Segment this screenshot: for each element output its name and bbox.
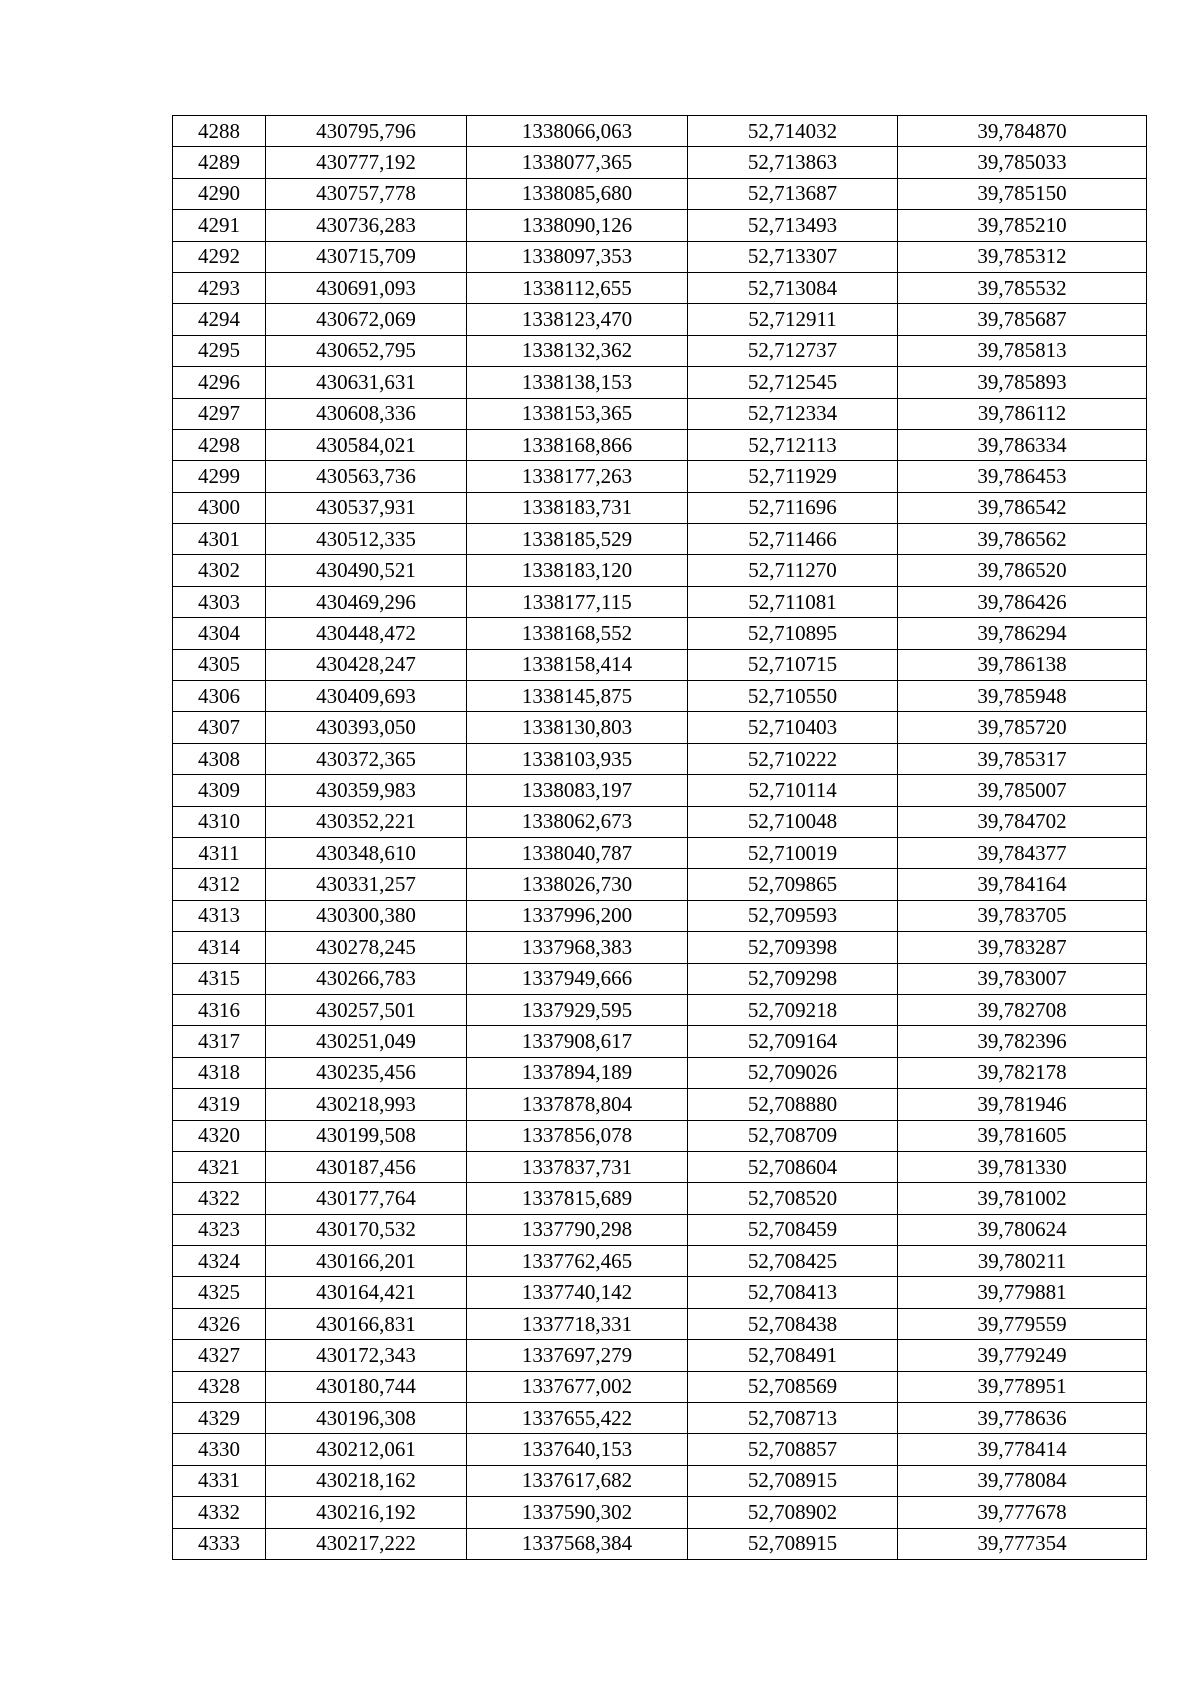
latitude-cell: 52,708880	[688, 1089, 898, 1120]
x-coordinate-cell: 430180,744	[266, 1371, 467, 1402]
latitude-cell: 52,710715	[688, 649, 898, 680]
table-row	[173, 869, 1147, 900]
y-coordinate-cell: 1338123,470	[467, 304, 688, 335]
x-coordinate-cell: 430199,508	[266, 1120, 467, 1151]
y-coordinate-cell: 1337640,153	[467, 1434, 688, 1465]
latitude-cell: 52,708915	[688, 1465, 898, 1496]
latitude-cell: 52,709164	[688, 1026, 898, 1057]
y-coordinate-cell: 1337878,804	[467, 1089, 688, 1120]
point-number-cell: 4295	[173, 335, 266, 366]
y-coordinate-cell: 1338153,365	[467, 398, 688, 429]
latitude-cell: 52,713687	[688, 178, 898, 209]
x-coordinate-cell: 430359,983	[266, 775, 467, 806]
x-coordinate-cell: 430177,764	[266, 1183, 467, 1214]
table-row	[173, 1434, 1147, 1465]
y-coordinate-cell: 1338077,365	[467, 147, 688, 178]
x-coordinate-cell: 430795,796	[266, 116, 467, 147]
x-coordinate-cell: 430170,532	[266, 1214, 467, 1245]
longitude-cell: 39,782178	[898, 1057, 1147, 1088]
table-row	[173, 147, 1147, 178]
table-row	[173, 1308, 1147, 1339]
longitude-cell: 39,779249	[898, 1340, 1147, 1371]
longitude-cell: 39,780211	[898, 1246, 1147, 1277]
point-number-cell: 4296	[173, 367, 266, 398]
longitude-cell: 39,785720	[898, 712, 1147, 743]
y-coordinate-cell: 1337894,189	[467, 1057, 688, 1088]
y-coordinate-cell: 1338177,115	[467, 586, 688, 617]
longitude-cell: 39,785312	[898, 241, 1147, 272]
longitude-cell: 39,786562	[898, 524, 1147, 555]
longitude-cell: 39,781002	[898, 1183, 1147, 1214]
table-row	[173, 932, 1147, 963]
latitude-cell: 52,713307	[688, 241, 898, 272]
point-number-cell: 4303	[173, 586, 266, 617]
y-coordinate-cell: 1337790,298	[467, 1214, 688, 1245]
point-number-cell: 4317	[173, 1026, 266, 1057]
y-coordinate-cell: 1338103,935	[467, 743, 688, 774]
longitude-cell: 39,785948	[898, 681, 1147, 712]
table-row	[173, 712, 1147, 743]
longitude-cell: 39,785210	[898, 210, 1147, 241]
table-row	[173, 1277, 1147, 1308]
point-number-cell: 4329	[173, 1403, 266, 1434]
x-coordinate-cell: 430217,222	[266, 1528, 467, 1559]
table-row	[173, 367, 1147, 398]
y-coordinate-cell: 1337968,383	[467, 932, 688, 963]
point-number-cell: 4312	[173, 869, 266, 900]
point-number-cell: 4325	[173, 1277, 266, 1308]
table-row	[173, 1371, 1147, 1402]
y-coordinate-cell: 1337815,689	[467, 1183, 688, 1214]
x-coordinate-cell: 430216,192	[266, 1497, 467, 1528]
x-coordinate-cell: 430212,061	[266, 1434, 467, 1465]
latitude-cell: 52,713493	[688, 210, 898, 241]
longitude-cell: 39,784164	[898, 869, 1147, 900]
point-number-cell: 4318	[173, 1057, 266, 1088]
point-number-cell: 4328	[173, 1371, 266, 1402]
table-row	[173, 649, 1147, 680]
longitude-cell: 39,781946	[898, 1089, 1147, 1120]
x-coordinate-cell: 430393,050	[266, 712, 467, 743]
table-row	[173, 461, 1147, 492]
y-coordinate-cell: 1338185,529	[467, 524, 688, 555]
table-row	[173, 1528, 1147, 1559]
point-number-cell: 4333	[173, 1528, 266, 1559]
y-coordinate-cell: 1338158,414	[467, 649, 688, 680]
point-number-cell: 4326	[173, 1308, 266, 1339]
x-coordinate-cell: 430631,631	[266, 367, 467, 398]
point-number-cell: 4308	[173, 743, 266, 774]
longitude-cell: 39,784702	[898, 806, 1147, 837]
x-coordinate-cell: 430691,093	[266, 272, 467, 303]
longitude-cell: 39,785150	[898, 178, 1147, 209]
longitude-cell: 39,785007	[898, 775, 1147, 806]
longitude-cell: 39,778084	[898, 1465, 1147, 1496]
latitude-cell: 52,711696	[688, 492, 898, 523]
point-number-cell: 4293	[173, 272, 266, 303]
latitude-cell: 52,713863	[688, 147, 898, 178]
latitude-cell: 52,712911	[688, 304, 898, 335]
latitude-cell: 52,710222	[688, 743, 898, 774]
x-coordinate-cell: 430300,380	[266, 900, 467, 931]
longitude-cell: 39,786138	[898, 649, 1147, 680]
longitude-cell: 39,782708	[898, 994, 1147, 1025]
y-coordinate-cell: 1337908,617	[467, 1026, 688, 1057]
longitude-cell: 39,786334	[898, 429, 1147, 460]
y-coordinate-cell: 1338090,126	[467, 210, 688, 241]
table-row	[173, 1026, 1147, 1057]
table-row	[173, 837, 1147, 868]
table-row	[173, 1465, 1147, 1496]
coordinates-table-body	[173, 116, 1147, 1560]
point-number-cell: 4323	[173, 1214, 266, 1245]
y-coordinate-cell: 1338112,655	[467, 272, 688, 303]
table-row	[173, 1340, 1147, 1371]
y-coordinate-cell: 1337617,682	[467, 1465, 688, 1496]
latitude-cell: 52,708520	[688, 1183, 898, 1214]
y-coordinate-cell: 1337762,465	[467, 1246, 688, 1277]
x-coordinate-cell: 430372,365	[266, 743, 467, 774]
point-number-cell: 4307	[173, 712, 266, 743]
longitude-cell: 39,786426	[898, 586, 1147, 617]
y-coordinate-cell: 1338083,197	[467, 775, 688, 806]
y-coordinate-cell: 1337740,142	[467, 1277, 688, 1308]
latitude-cell: 52,711929	[688, 461, 898, 492]
point-number-cell: 4313	[173, 900, 266, 931]
y-coordinate-cell: 1337677,002	[467, 1371, 688, 1402]
y-coordinate-cell: 1337996,200	[467, 900, 688, 931]
longitude-cell: 39,785317	[898, 743, 1147, 774]
y-coordinate-cell: 1338177,263	[467, 461, 688, 492]
latitude-cell: 52,708438	[688, 1308, 898, 1339]
point-number-cell: 4294	[173, 304, 266, 335]
latitude-cell: 52,711270	[688, 555, 898, 586]
x-coordinate-cell: 430218,993	[266, 1089, 467, 1120]
latitude-cell: 52,708857	[688, 1434, 898, 1465]
x-coordinate-cell: 430608,336	[266, 398, 467, 429]
y-coordinate-cell: 1337856,078	[467, 1120, 688, 1151]
latitude-cell: 52,709593	[688, 900, 898, 931]
table-row	[173, 963, 1147, 994]
point-number-cell: 4306	[173, 681, 266, 712]
latitude-cell: 52,708491	[688, 1340, 898, 1371]
latitude-cell: 52,710403	[688, 712, 898, 743]
longitude-cell: 39,785532	[898, 272, 1147, 303]
x-coordinate-cell: 430757,778	[266, 178, 467, 209]
point-number-cell: 4289	[173, 147, 266, 178]
point-number-cell: 4331	[173, 1465, 266, 1496]
point-number-cell: 4304	[173, 618, 266, 649]
x-coordinate-cell: 430448,472	[266, 618, 467, 649]
longitude-cell: 39,785893	[898, 367, 1147, 398]
table-row	[173, 994, 1147, 1025]
y-coordinate-cell: 1337590,302	[467, 1497, 688, 1528]
longitude-cell: 39,778951	[898, 1371, 1147, 1402]
longitude-cell: 39,786294	[898, 618, 1147, 649]
longitude-cell: 39,779559	[898, 1308, 1147, 1339]
x-coordinate-cell: 430172,343	[266, 1340, 467, 1371]
latitude-cell: 52,709865	[688, 869, 898, 900]
latitude-cell: 52,708713	[688, 1403, 898, 1434]
latitude-cell: 52,708709	[688, 1120, 898, 1151]
longitude-cell: 39,784870	[898, 116, 1147, 147]
longitude-cell: 39,779881	[898, 1277, 1147, 1308]
y-coordinate-cell: 1338062,673	[467, 806, 688, 837]
latitude-cell: 52,709398	[688, 932, 898, 963]
point-number-cell: 4310	[173, 806, 266, 837]
y-coordinate-cell: 1338097,353	[467, 241, 688, 272]
x-coordinate-cell: 430563,736	[266, 461, 467, 492]
x-coordinate-cell: 430187,456	[266, 1151, 467, 1182]
point-number-cell: 4319	[173, 1089, 266, 1120]
longitude-cell: 39,777354	[898, 1528, 1147, 1559]
x-coordinate-cell: 430409,693	[266, 681, 467, 712]
longitude-cell: 39,777678	[898, 1497, 1147, 1528]
x-coordinate-cell: 430512,335	[266, 524, 467, 555]
point-number-cell: 4315	[173, 963, 266, 994]
point-number-cell: 4305	[173, 649, 266, 680]
point-number-cell: 4311	[173, 837, 266, 868]
table-row	[173, 555, 1147, 586]
x-coordinate-cell: 430166,831	[266, 1308, 467, 1339]
longitude-cell: 39,784377	[898, 837, 1147, 868]
y-coordinate-cell: 1338168,552	[467, 618, 688, 649]
longitude-cell: 39,786112	[898, 398, 1147, 429]
latitude-cell: 52,708413	[688, 1277, 898, 1308]
table-row	[173, 1497, 1147, 1528]
x-coordinate-cell: 430490,521	[266, 555, 467, 586]
point-number-cell: 4297	[173, 398, 266, 429]
longitude-cell: 39,786542	[898, 492, 1147, 523]
point-number-cell: 4298	[173, 429, 266, 460]
longitude-cell: 39,785687	[898, 304, 1147, 335]
latitude-cell: 52,710048	[688, 806, 898, 837]
y-coordinate-cell: 1337837,731	[467, 1151, 688, 1182]
x-coordinate-cell: 430348,610	[266, 837, 467, 868]
latitude-cell: 52,708425	[688, 1246, 898, 1277]
x-coordinate-cell: 430715,709	[266, 241, 467, 272]
y-coordinate-cell: 1337697,279	[467, 1340, 688, 1371]
point-number-cell: 4301	[173, 524, 266, 555]
table-row	[173, 586, 1147, 617]
latitude-cell: 52,711466	[688, 524, 898, 555]
latitude-cell: 52,709026	[688, 1057, 898, 1088]
latitude-cell: 52,708569	[688, 1371, 898, 1402]
table-row	[173, 398, 1147, 429]
y-coordinate-cell: 1338168,866	[467, 429, 688, 460]
x-coordinate-cell: 430736,283	[266, 210, 467, 241]
point-number-cell: 4321	[173, 1151, 266, 1182]
x-coordinate-cell: 430164,421	[266, 1277, 467, 1308]
latitude-cell: 52,713084	[688, 272, 898, 303]
y-coordinate-cell: 1337718,331	[467, 1308, 688, 1339]
y-coordinate-cell: 1338026,730	[467, 869, 688, 900]
table-row	[173, 1151, 1147, 1182]
latitude-cell: 52,708915	[688, 1528, 898, 1559]
x-coordinate-cell: 430196,308	[266, 1403, 467, 1434]
latitude-cell: 52,710550	[688, 681, 898, 712]
longitude-cell: 39,783705	[898, 900, 1147, 931]
table-row	[173, 210, 1147, 241]
table-row	[173, 1403, 1147, 1434]
latitude-cell: 52,712113	[688, 429, 898, 460]
table-row	[173, 618, 1147, 649]
longitude-cell: 39,778636	[898, 1403, 1147, 1434]
y-coordinate-cell: 1337568,384	[467, 1528, 688, 1559]
y-coordinate-cell: 1338066,063	[467, 116, 688, 147]
latitude-cell: 52,708459	[688, 1214, 898, 1245]
x-coordinate-cell: 430469,296	[266, 586, 467, 617]
x-coordinate-cell: 430218,162	[266, 1465, 467, 1496]
y-coordinate-cell: 1338132,362	[467, 335, 688, 366]
coordinates-table	[172, 115, 1147, 1560]
x-coordinate-cell: 430537,931	[266, 492, 467, 523]
longitude-cell: 39,783287	[898, 932, 1147, 963]
table-row	[173, 304, 1147, 335]
y-coordinate-cell: 1338040,787	[467, 837, 688, 868]
table-row	[173, 429, 1147, 460]
table-row	[173, 335, 1147, 366]
latitude-cell: 52,714032	[688, 116, 898, 147]
y-coordinate-cell: 1337949,666	[467, 963, 688, 994]
table-row	[173, 492, 1147, 523]
point-number-cell: 4288	[173, 116, 266, 147]
longitude-cell: 39,782396	[898, 1026, 1147, 1057]
point-number-cell: 4291	[173, 210, 266, 241]
point-number-cell: 4290	[173, 178, 266, 209]
point-number-cell: 4309	[173, 775, 266, 806]
point-number-cell: 4332	[173, 1497, 266, 1528]
point-number-cell: 4314	[173, 932, 266, 963]
point-number-cell: 4299	[173, 461, 266, 492]
latitude-cell: 52,712545	[688, 367, 898, 398]
y-coordinate-cell: 1338085,680	[467, 178, 688, 209]
table-row	[173, 272, 1147, 303]
y-coordinate-cell: 1337655,422	[467, 1403, 688, 1434]
table-row	[173, 681, 1147, 712]
latitude-cell: 52,712334	[688, 398, 898, 429]
table-row	[173, 1089, 1147, 1120]
table-row	[173, 900, 1147, 931]
table-row	[173, 241, 1147, 272]
x-coordinate-cell: 430352,221	[266, 806, 467, 837]
point-number-cell: 4330	[173, 1434, 266, 1465]
y-coordinate-cell: 1338183,731	[467, 492, 688, 523]
table-row	[173, 743, 1147, 774]
longitude-cell: 39,783007	[898, 963, 1147, 994]
longitude-cell: 39,781605	[898, 1120, 1147, 1151]
latitude-cell: 52,708902	[688, 1497, 898, 1528]
longitude-cell: 39,781330	[898, 1151, 1147, 1182]
longitude-cell: 39,780624	[898, 1214, 1147, 1245]
x-coordinate-cell: 430235,456	[266, 1057, 467, 1088]
longitude-cell: 39,786453	[898, 461, 1147, 492]
latitude-cell: 52,709298	[688, 963, 898, 994]
longitude-cell: 39,785813	[898, 335, 1147, 366]
x-coordinate-cell: 430672,069	[266, 304, 467, 335]
x-coordinate-cell: 430777,192	[266, 147, 467, 178]
table-row	[173, 1057, 1147, 1088]
x-coordinate-cell: 430331,257	[266, 869, 467, 900]
point-number-cell: 4327	[173, 1340, 266, 1371]
table-row	[173, 1183, 1147, 1214]
longitude-cell: 39,778414	[898, 1434, 1147, 1465]
latitude-cell: 52,708604	[688, 1151, 898, 1182]
point-number-cell: 4316	[173, 994, 266, 1025]
longitude-cell: 39,786520	[898, 555, 1147, 586]
latitude-cell: 52,711081	[688, 586, 898, 617]
table-row	[173, 775, 1147, 806]
table-row	[173, 1214, 1147, 1245]
x-coordinate-cell: 430428,247	[266, 649, 467, 680]
point-number-cell: 4300	[173, 492, 266, 523]
x-coordinate-cell: 430251,049	[266, 1026, 467, 1057]
x-coordinate-cell: 430266,783	[266, 963, 467, 994]
y-coordinate-cell: 1337929,595	[467, 994, 688, 1025]
y-coordinate-cell: 1338130,803	[467, 712, 688, 743]
x-coordinate-cell: 430278,245	[266, 932, 467, 963]
point-number-cell: 4320	[173, 1120, 266, 1151]
x-coordinate-cell: 430257,501	[266, 994, 467, 1025]
table-row	[173, 1246, 1147, 1277]
latitude-cell: 52,710114	[688, 775, 898, 806]
y-coordinate-cell: 1338138,153	[467, 367, 688, 398]
point-number-cell: 4322	[173, 1183, 266, 1214]
point-number-cell: 4324	[173, 1246, 266, 1277]
latitude-cell: 52,710895	[688, 618, 898, 649]
point-number-cell: 4292	[173, 241, 266, 272]
x-coordinate-cell: 430166,201	[266, 1246, 467, 1277]
latitude-cell: 52,709218	[688, 994, 898, 1025]
table-row	[173, 806, 1147, 837]
table-row	[173, 1120, 1147, 1151]
table-row	[173, 116, 1147, 147]
y-coordinate-cell: 1338183,120	[467, 555, 688, 586]
table-row	[173, 178, 1147, 209]
x-coordinate-cell: 430584,021	[266, 429, 467, 460]
longitude-cell: 39,785033	[898, 147, 1147, 178]
x-coordinate-cell: 430652,795	[266, 335, 467, 366]
latitude-cell: 52,710019	[688, 837, 898, 868]
table-row	[173, 524, 1147, 555]
point-number-cell: 4302	[173, 555, 266, 586]
y-coordinate-cell: 1338145,875	[467, 681, 688, 712]
latitude-cell: 52,712737	[688, 335, 898, 366]
